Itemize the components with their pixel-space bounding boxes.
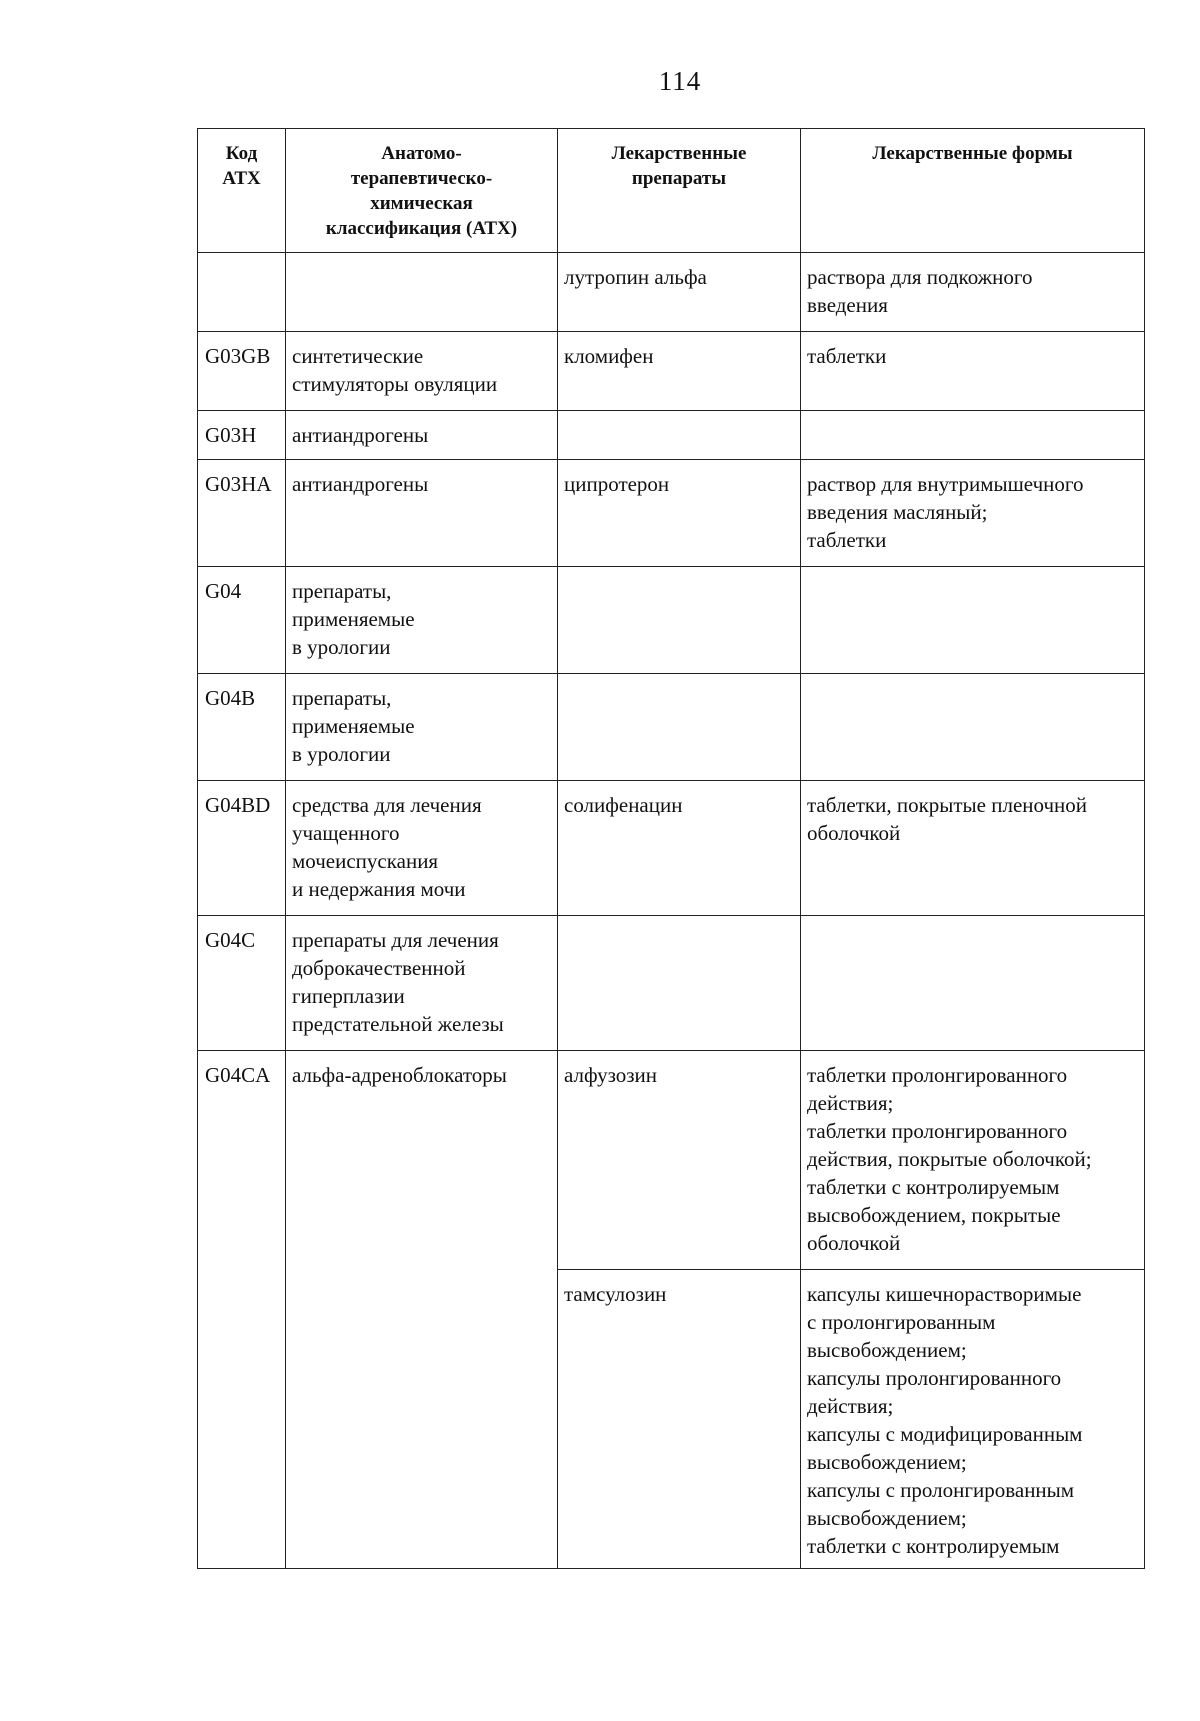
header-classification: Анатомо- терапевтическо- химическая классификация (АТХ) [286, 129, 558, 253]
drug-cell: кломифен [558, 332, 801, 411]
atc-drug-table [197, 128, 1145, 1569]
header-drugs: Лекарственные препараты [558, 129, 801, 253]
atc-code-cell: G03H [198, 411, 286, 460]
table-row [198, 411, 1145, 460]
forms-cell [801, 916, 1145, 1051]
drug-cell: алфузозин [558, 1051, 801, 1270]
atc-code-cell: G04 [198, 567, 286, 674]
forms-cell: раствор для внутримышечного введения масляный; таблетки [801, 460, 1145, 567]
classification-cell: альфа-адреноблокаторы [286, 1051, 558, 1569]
atc-code-cell: G04C [198, 916, 286, 1051]
atc-code-cell: G04CA [198, 1051, 286, 1569]
classification-cell: средства для лечения учащенного мочеиспускания и недержания мочи [286, 781, 558, 916]
table-row [198, 253, 1145, 332]
classification-cell: антиандрогены [286, 460, 558, 567]
classification-cell: синтетические стимуляторы овуляции [286, 332, 558, 411]
table-row [198, 460, 1145, 567]
table-row [198, 916, 1145, 1051]
classification-cell: препараты для лечения доброкачественной гиперплазии предстательной железы [286, 916, 558, 1051]
table-row [198, 332, 1145, 411]
page-number: 114 [658, 66, 702, 96]
atc-code-cell: G04BD [198, 781, 286, 916]
classification-cell: препараты, применяемые в урологии [286, 567, 558, 674]
atc-code-cell: G04B [198, 674, 286, 781]
forms-cell [801, 411, 1145, 460]
classification-cell [286, 253, 558, 332]
table-header [198, 129, 1145, 253]
forms-cell: таблетки [801, 332, 1145, 411]
drug-cell [558, 411, 801, 460]
forms-cell: капсулы кишечнорастворимые с пролонгированным высвобождением; капсулы пролонгированного действия; капсулы с модифицированным высвобождением; капсулы с пролонгированным высвобождением; таблетки с контролируемым [801, 1270, 1145, 1569]
classification-cell: препараты, применяемые в урологии [286, 674, 558, 781]
atc-code-cell: G03GB [198, 332, 286, 411]
drug-cell: тамсулозин [558, 1270, 801, 1569]
drug-cell: ципротерон [558, 460, 801, 567]
atc-code-cell: G03HA [198, 460, 286, 567]
drug-cell: лутропин альфа [558, 253, 801, 332]
header-forms: Лекарственные формы [801, 129, 1145, 253]
forms-cell: таблетки пролонгированного действия; таблетки пролонгированного действия, покрытые оболочкой; таблетки с контролируемым высвобождением, покрытые оболочкой [801, 1051, 1145, 1270]
forms-cell: раствора для подкожного введения [801, 253, 1145, 332]
table-row [198, 567, 1145, 674]
drug-cell [558, 567, 801, 674]
drug-cell: солифенацин [558, 781, 801, 916]
drug-cell [558, 916, 801, 1051]
table-body [198, 253, 1145, 1569]
classification-cell: антиандрогены [286, 411, 558, 460]
header-code: Код АТХ [198, 129, 286, 253]
forms-cell: таблетки, покрытые пленочной оболочкой [801, 781, 1145, 916]
table-row [198, 781, 1145, 916]
drug-cell [558, 674, 801, 781]
table-row [198, 1051, 1145, 1270]
forms-cell [801, 674, 1145, 781]
header-row [198, 129, 1145, 253]
table-row [198, 674, 1145, 781]
forms-cell [801, 567, 1145, 674]
atc-code-cell [198, 253, 286, 332]
